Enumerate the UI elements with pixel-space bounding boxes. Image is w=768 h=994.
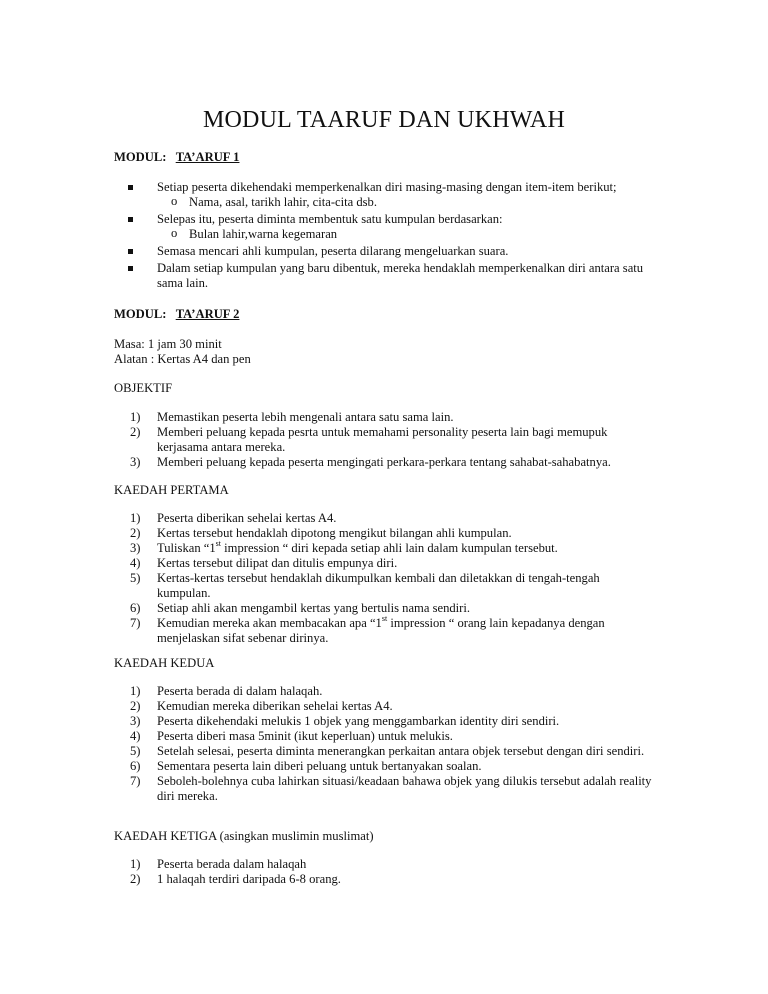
list-item: 2) Kemudian mereka diberikan sehelai kertas A4. [130,699,393,713]
sub-item: o Bulan lahir,warna kegemaran [171,227,656,242]
module-1-bullet-list [126,180,656,293]
list-item: Selepas itu, peserta diminta membentuk satu kumpulan berdasarkan: o Bulan lahir,warna kegemaran [126,212,656,242]
module-name: TA’ARUF 1 [175,150,240,164]
list-item: 2) 1 halaqah terdiri daripada 6-8 orang. [130,872,341,886]
list-item: 1) Peserta berada di dalam halaqah. [130,684,323,698]
list-item: 6) Sementara peserta lain diberi peluang untuk bertanyakan soalan. [130,759,482,773]
kaedah-ketiga-heading: KAEDAH KETIGA (asingkan muslimin muslimat) [114,829,374,843]
module-2-heading [114,307,654,322]
list-item: 4) Peserta diberi masa 5minit (ikut keperluan) untuk melukis. [130,729,453,743]
sub-item: o Nama, asal, tarikh lahir, cita-cita dsb. [171,195,656,210]
masa-text: Masa: 1 jam 30 minit [114,337,222,351]
list-item: Setiap peserta dikehendaki memperkenalkan diri masing-masing dengan item-item berikut; o Nama, asal, tarikh lahir, cita-cita dsb. [126,180,656,210]
list-item: 1) Peserta berada dalam halaqah [130,857,307,871]
list-item: 5) Setelah selesai, peserta diminta menerangkan perkaitan antara objek tersebut dengan diri sendiri. [130,744,645,758]
kaedah-kedua-heading: KAEDAH KEDUA [114,656,215,670]
module-label: MODUL: [114,307,167,321]
module-1-heading [114,150,654,165]
kaedah-pertama-heading: KAEDAH PERTAMA [114,483,229,497]
list-item: Dalam setiap kumpulan yang baru dibentuk, mereka hendaklah memperkenalkan diri antara satu sama lain. [126,261,656,291]
list-item: 1) Memastikan peserta lebih mengenali antara satu sama lain. [130,410,454,424]
list-item: Semasa mencari ahli kumpulan, peserta dilarang mengeluarkan suara. [126,244,656,259]
kaedah-ketiga-list [130,857,660,887]
list-item: 1) Peserta diberikan sehelai kertas A4. [130,511,337,525]
list-item: 3) Peserta dikehendaki melukis 1 objek yang menggambarkan identity diri sendiri. [130,714,560,728]
list-item: 3) Memberi peluang kepada peserta mengingati perkara-perkara tentang sahabat-sahabatnya. [130,455,611,469]
list-item: 5) Kertas-kertas tersebut hendaklah dikumpulkan kembali dan diletakkan di tengah-tengah kumpulan. [130,571,600,600]
kaedah-kedua-list [130,684,660,804]
module-label: MODUL: [114,150,167,164]
list-item: 3) Tuliskan “1st impression “ diri kepada setiap ahli lain dalam kumpulan tersebut. [130,538,558,555]
objektif-list [130,410,660,470]
list-item: 2) Kertas tersebut hendaklah dipotong mengikut bilangan ahli kumpulan. [130,526,512,540]
objektif-heading: OBJEKTIF [114,381,173,395]
list-item: 6) Setiap ahli akan mengambil kertas yang bertulis nama sendiri. [130,601,471,615]
list-item: 7) Seboleh-bolehnya cuba lahirkan situasi/keadaan bahawa objek yang dilukis tersebut adalah reality diri mereka. [130,774,652,803]
module-name: TA’ARUF 2 [175,307,240,321]
list-item: 4) Kertas tersebut dilipat dan ditulis empunya diri. [130,556,398,570]
list-item: 7) Kemudian mereka akan membacakan apa “1st impression “ orang lain kepadanya dengan menjelaskan sifat sebenar dirinya. [130,613,605,645]
document-title: MODUL TAARUF DAN UKHWAH [202,107,565,133]
kaedah-pertama-list [130,511,660,646]
alatan-text: Alatan : Kertas A4 dan pen [114,352,251,366]
list-item: 2) Memberi peluang kepada pesrta untuk memahami personality peserta lain bagi memupuk kerjasama antara mereka. [130,425,608,454]
